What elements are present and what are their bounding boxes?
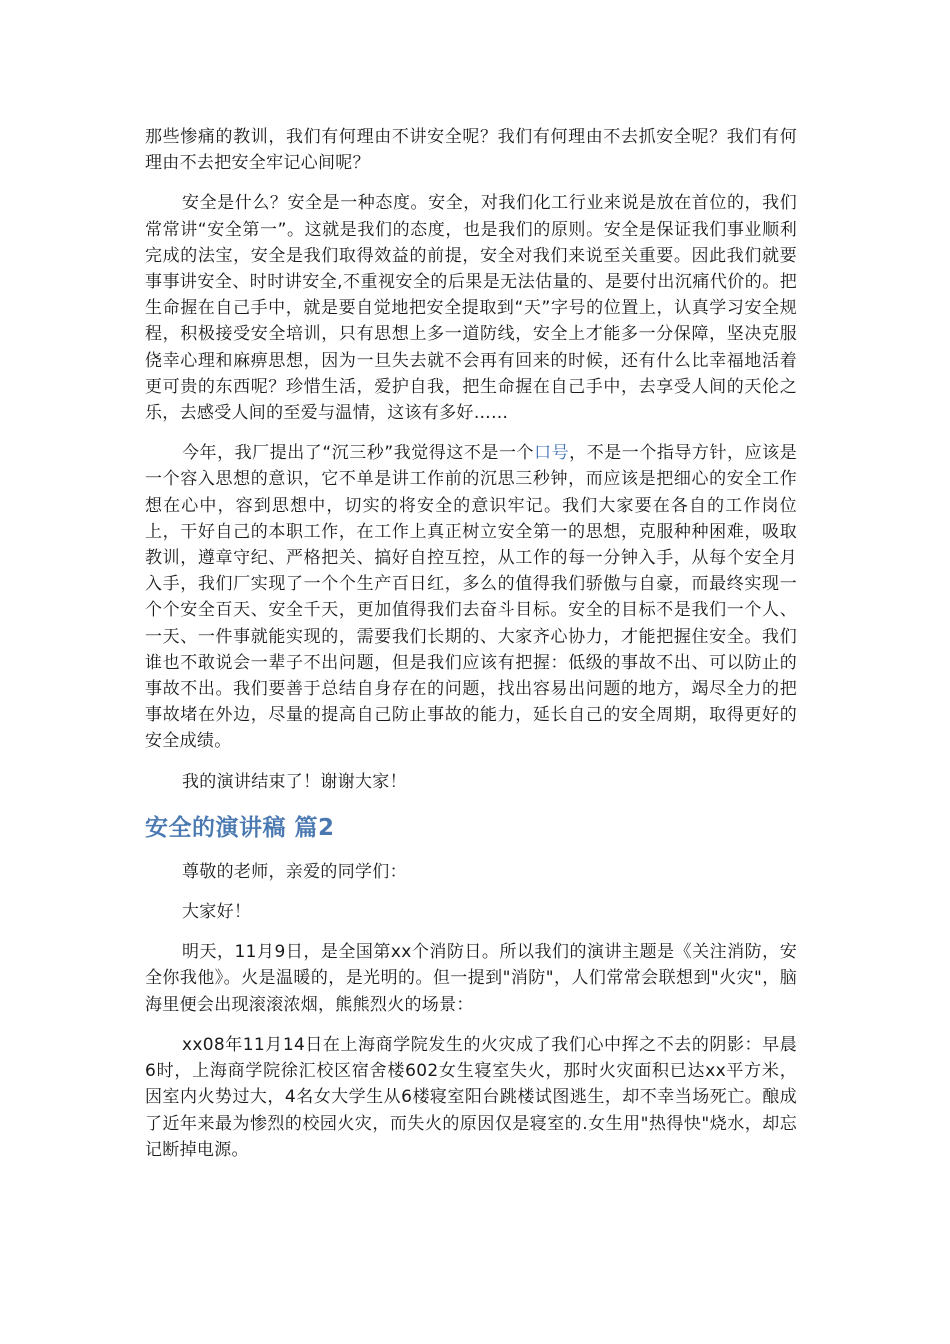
paragraph-fire-day: 明天，11月9日，是全国第xx个消防日。所以我们的演讲主题是《关注消防，安全你我他》。火是温暖的，是光明的。但一提到"消防"，人们常常会联想到"火灾"，脑海里便会出现滚滚浓烟，熊熊烈火的场景： <box>145 942 797 1015</box>
paragraph-three-seconds <box>145 440 797 754</box>
paragraph-intro: 那些惨痛的教训，我们有何理由不讲安全呢？我们有何理由不去抓安全呢？我们有何理由不去把安全牢记心间呢？ <box>145 127 797 174</box>
paragraph-text-after-link: ，不是一个指导方针，应该是一个容入思想的意识，它不单是讲工作前的沉思三秒钟，而应该是把细心的安全工作想在心中，容到思想中，切实的将安全的意识牢记。我们大家要在各自的工作岗位上，干好自己的本职工作，在工作上真正树立安全第一的思想，克服种种困难，吸取教训，遵章守纪、严格把关、搞好自控互控，从工作的每一分钟入手，从每个安全月入手，我们厂实现了一个个生产百日红，多么的值得我们骄傲与自豪，而最终实现一个个安全百天、安全千天，更加值得我们去奋斗目标。安全的目标不是我们一个人、一天、一件事就能实现的，需要我们长期的、大家齐心协力，才能把握住安全。我们谁也不敢说会一辈子不出问题，但是我们应该有把握：低级的事故不出、可以防止的事故不出。我们要善于总结自身存在的问题，找出容易出问题的地方，竭尽全力的把事故堵在外边，尽量的提高自己防止事故的能力，延长自己的安全周期，取得更好的安全成绩。 <box>145 443 797 752</box>
paragraph-fire-incident: xx08年11月14日在上海商学院发生的火灾成了我们心中挥之不去的阴影：早晨6时，上海商学院徐汇校区宿舍楼602女生寝室失火，那时火灾面积已达xx平方米，因室内火势过大，4名女大学生从6楼寝室阳台跳楼试图逃生，却不幸当场死亡。酿成了近年来最为惨烈的校园火灾，而失火的原因仅是寝室的.女生用"热得快"烧水，却忘记断掉电源。 <box>145 1034 797 1160</box>
document-body <box>145 124 797 1177</box>
paragraph-text-before-link: 今年，我厂提出了“沉三秒”我觉得这不是一个 <box>182 443 535 464</box>
paragraph-what-is-safety: 安全是什么？安全是一种态度。安全，对我们化工行业来说是放在首位的，我们常常讲“安全第一”。这就是我们的态度，也是我们的原则。安全是保证我们事业顺利完成的法宝，安全是我们取得效益的前提，安全对我们来说至关重要。因此我们就要事事讲安全、时时讲安全,不重视安全的后果是无法估量的、是要付出沉痛代价的。把生命握在自己手中，就是要自觉地把安全提取到“天”字号的位置上，认真学习安全规程，积极接受安全培训，只有思想上多一道防线，安全上才能多一分保障，坚决克服侥幸心理和麻痹思想，因为一旦失去就不会再有回来的时候，还有什么比幸福地活着更可贵的东西呢？珍惜生活，爱护自我，把生命握在自己手中，去享受人间的天伦之乐，去感受人间的至爱与温情，这该有多好…… <box>145 193 797 424</box>
paragraph-closing: 我的演讲结束了！谢谢大家！ <box>182 771 407 792</box>
slogan-link[interactable]: 口号 <box>534 443 570 464</box>
section-heading: 安全的演讲稿 篇2 <box>145 814 335 841</box>
paragraph-greeting: 大家好！ <box>182 902 252 923</box>
paragraph-salutation: 尊敬的老师，亲爱的同学们： <box>182 861 407 882</box>
